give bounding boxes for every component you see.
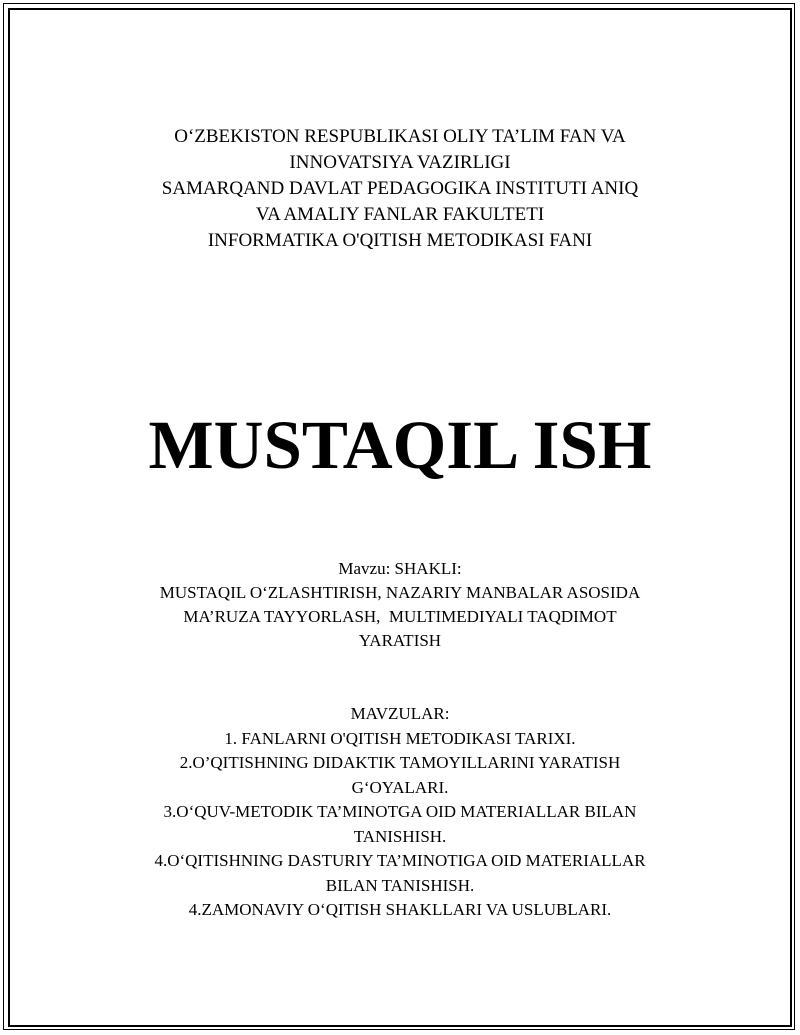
topic-section: [0, 557, 800, 653]
topics-item: TANISHISH.: [353, 826, 447, 846]
header-line: INNOVATSIYA VAZIRLIGI: [289, 152, 511, 173]
topic-line: Mavzu: SHAKLI:: [338, 559, 462, 578]
document-title: MUSTAQIL ISH: [148, 407, 652, 483]
header-line: INFORMATIKA O'QITISH METODIKASI FANI: [207, 230, 593, 251]
header-line: VA AMALIY FANLAR FAKULTETI: [255, 204, 545, 225]
header-line: SAMARQAND DAVLAT PEDAGOGIKA INSTITUTI ANIQ: [161, 178, 639, 199]
topics-item: 2.O’QITISHNING DIDAKTIK TAMOYILLARINI YARATISH: [179, 753, 621, 772]
topics-heading: MAVZULAR:: [350, 704, 450, 723]
topics-item: G‘OYALARI.: [351, 777, 449, 797]
topic-line: YARATISH: [358, 631, 442, 650]
topic-line: MUSTAQIL O‘ZLASHTIRISH, NAZARIY MANBALAR ASOSIDA: [159, 583, 641, 602]
topics-item: 3.O‘QUV-METODIK TA’MINOTGA OID MATERIALLAR BILAN: [163, 802, 637, 821]
topic-line: MA’RUZA TAYYORLASH, MULTIMEDIYALI TAQDIMOT: [183, 607, 617, 626]
topics-item: 4.O‘QITISHNING DASTURIY TA’MINOTIGA OID MATERIALLAR: [154, 851, 646, 870]
topics-item: BILAN TANISHISH.: [325, 875, 475, 895]
header-line: O‘ZBEKISTON RESPUBLIKASI OLIY TA’LIM FAN VA: [174, 126, 626, 147]
institution-header: [0, 124, 800, 254]
topics-list: [0, 702, 800, 923]
topics-item: 1. FANLARNI O'QITISH METODIKASI TARIXI.: [224, 728, 576, 748]
topics-item: 4.ZAMONAVIY O‘QITISH SHAKLLARI VA USLUBLARI.: [188, 900, 612, 919]
